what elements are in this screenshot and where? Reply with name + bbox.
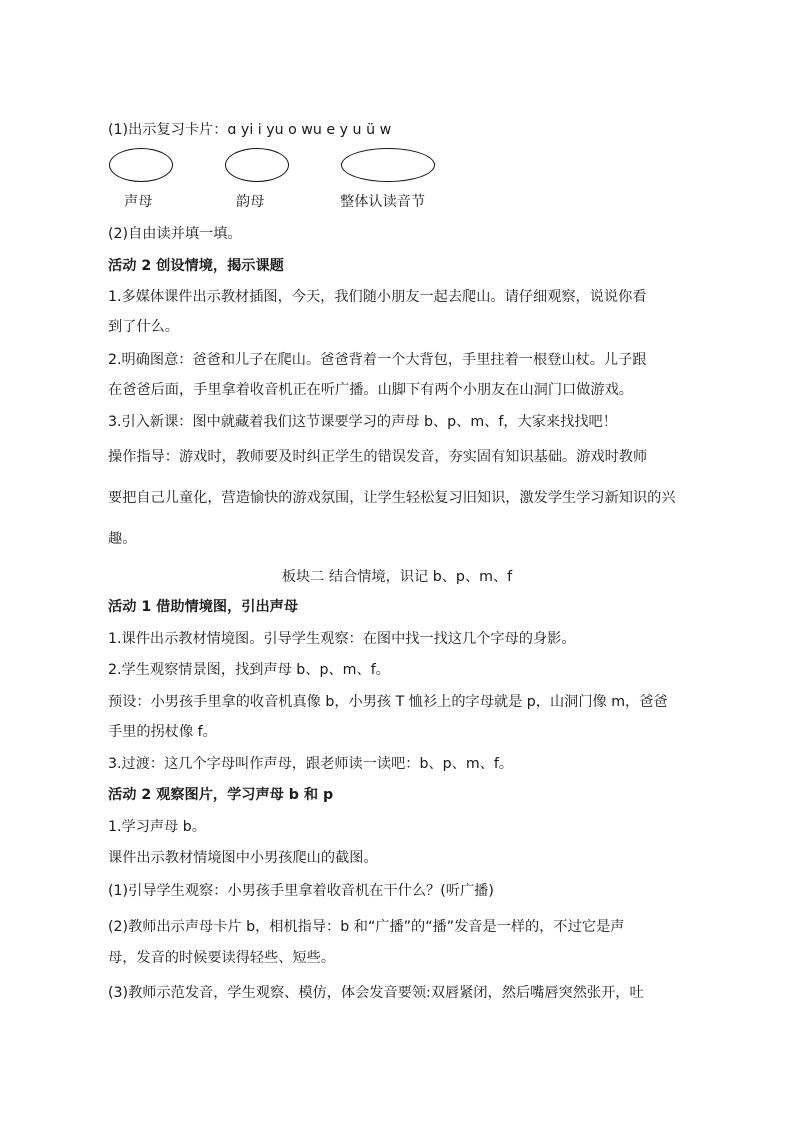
activity2-title: 活动 2 创设情境，揭示课题 <box>108 258 284 274</box>
review-line-2: (2)自由读并填一填。 <box>108 226 242 242</box>
question-2a: (2)教师出示声母卡片 b，相机指导：b 和“广播”的“播”发音是一样的，不过它是声 <box>108 919 625 935</box>
activity2-p2a: 2.明确图意：爸爸和儿子在爬山。爸爸背着一个大背包，手里拄着一根登山杖。儿子跟 <box>108 352 647 368</box>
section2-heading: 板块二 结合情境，识记 b、p、m、f <box>281 569 513 585</box>
question-1: (1)引导学生观察：小男孩手里拿着收音机在干什么？(听广播) <box>108 883 494 899</box>
question-2b: 母，发音的时候要读得轻些、短些。 <box>108 950 336 966</box>
learn-b: 1.学习声母 b。 <box>108 819 206 835</box>
preset-b: 手里的拐杖像 f。 <box>108 724 217 740</box>
guide-c: 趣。 <box>108 531 137 547</box>
activity2-p1a: 1.多媒体课件出示教材插图，今天，我们随小朋友一起去爬山。请仔细观察，说说你看 <box>108 289 647 305</box>
oval-zhengti <box>341 148 435 182</box>
oval-shengmu <box>109 148 173 182</box>
activity2b-title: 活动 2 观察图片，学习声母 b 和 p <box>108 787 334 803</box>
step-3: 3.过渡：这几个字母叫作声母，跟老师读一读吧：b、p、m、f。 <box>108 756 514 772</box>
review-line-1: (1)出示复习卡片：ɑ yi i yu o wu e y u ü w <box>108 122 392 138</box>
guide-b: 要把自己儿童化，营造愉快的游戏氛围，让学生轻松复习旧知识，激发学生学习新知识的兴 <box>108 490 676 506</box>
label-shengmu: 声母 <box>124 194 153 210</box>
activity1-title: 活动 1 借助情境图，引出声母 <box>108 599 299 615</box>
guide-a: 操作指导：游戏时，教师要及时纠正学生的错误发音，夯实固有知识基础。游戏时教师 <box>108 449 648 465</box>
label-yunmu: 韵母 <box>236 194 265 210</box>
show-screenshot: 课件出示教材情境图中小男孩爬山的截图。 <box>108 850 378 866</box>
step-2: 2.学生观察情景图，找到声母 b、p、m、f。 <box>108 662 390 678</box>
activity2-p1b: 到了什么。 <box>108 319 179 335</box>
activity2-p2b: 在爸爸后面，手里拿着收音机正在听广播。山脚下有两个小朋友在山洞门口做游戏。 <box>108 382 633 398</box>
label-zhengti: 整体认读音节 <box>340 194 426 210</box>
oval-yunmu <box>225 148 289 182</box>
activity2-p3: 3.引入新课：图中就藏着我们这节课要学习的声母 b、p、m、f，大家来找找吧！ <box>108 414 617 430</box>
step-1: 1.课件出示教材情境图。引导学生观察：在图中找一找这几个字母的身影。 <box>108 631 576 647</box>
question-3: (3)教师示范发音，学生观察、模仿，体会发音要领:双唇紧闭，然后嘴唇突然张开，吐 <box>108 985 644 1001</box>
preset-a: 预设：小男孩手里拿的收音机真像 b，小男孩 T 恤衫上的字母就是 p，山洞门像 m，爸爸 <box>108 694 668 710</box>
